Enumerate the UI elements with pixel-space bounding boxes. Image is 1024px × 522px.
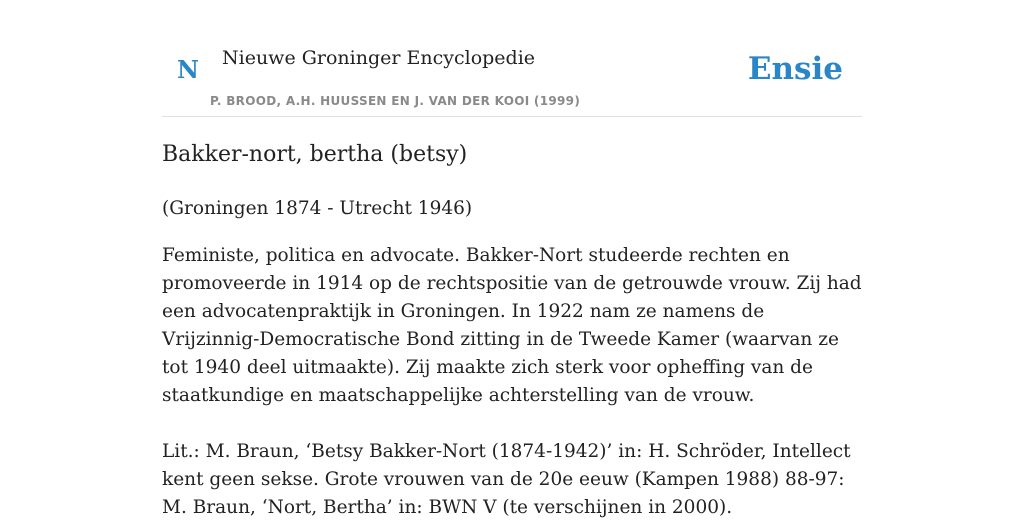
entry-content — [162, 195, 866, 522]
entry-title: Bakker-nort, bertha (betsy) — [162, 142, 468, 167]
source-header — [162, 0, 862, 117]
encyclopedia-logo[interactable]: N — [177, 55, 199, 84]
entry-body: Feministe, politica en advocate. Bakker-Nort studeerde rechten en promoveerde in 1914 op de rechtspositie van de getrouwde vrouw. Zij had een advocatenpraktijk in Groningen. In 1922 nam ze namens de Vrijzinnig-Democratische Bond zitting in de Tweede Kamer (waarvan ze tot 1940 deel uitmaakte). Zij maakte zich sterk voor opheffing van de staatkundige en maatschappelijke achterstelling van de vrouw. — [162, 245, 862, 406]
entry-literature: Lit.: M. Braun, ‘Betsy Bakker-Nort (1874-1942)’ in: H. Schröder, Intellect kent geen sekse. Grote vrouwen van de 20e eeuw (Kampen 1988) 88-97: M. Braun, ‘Nort, Bertha’ in: BWN V (te verschijnen in 2000). — [162, 441, 851, 518]
book-title[interactable]: Nieuwe Groninger Encyclopedie — [222, 47, 536, 69]
ensie-logo-link[interactable]: Ensie — [747, 51, 843, 87]
entry-subtitle: (Groningen 1874 - Utrecht 1946) — [162, 198, 473, 219]
book-authors: P. BROOD, A.H. HUUSSEN EN J. VAN DER KOOI (1999) — [210, 94, 581, 108]
